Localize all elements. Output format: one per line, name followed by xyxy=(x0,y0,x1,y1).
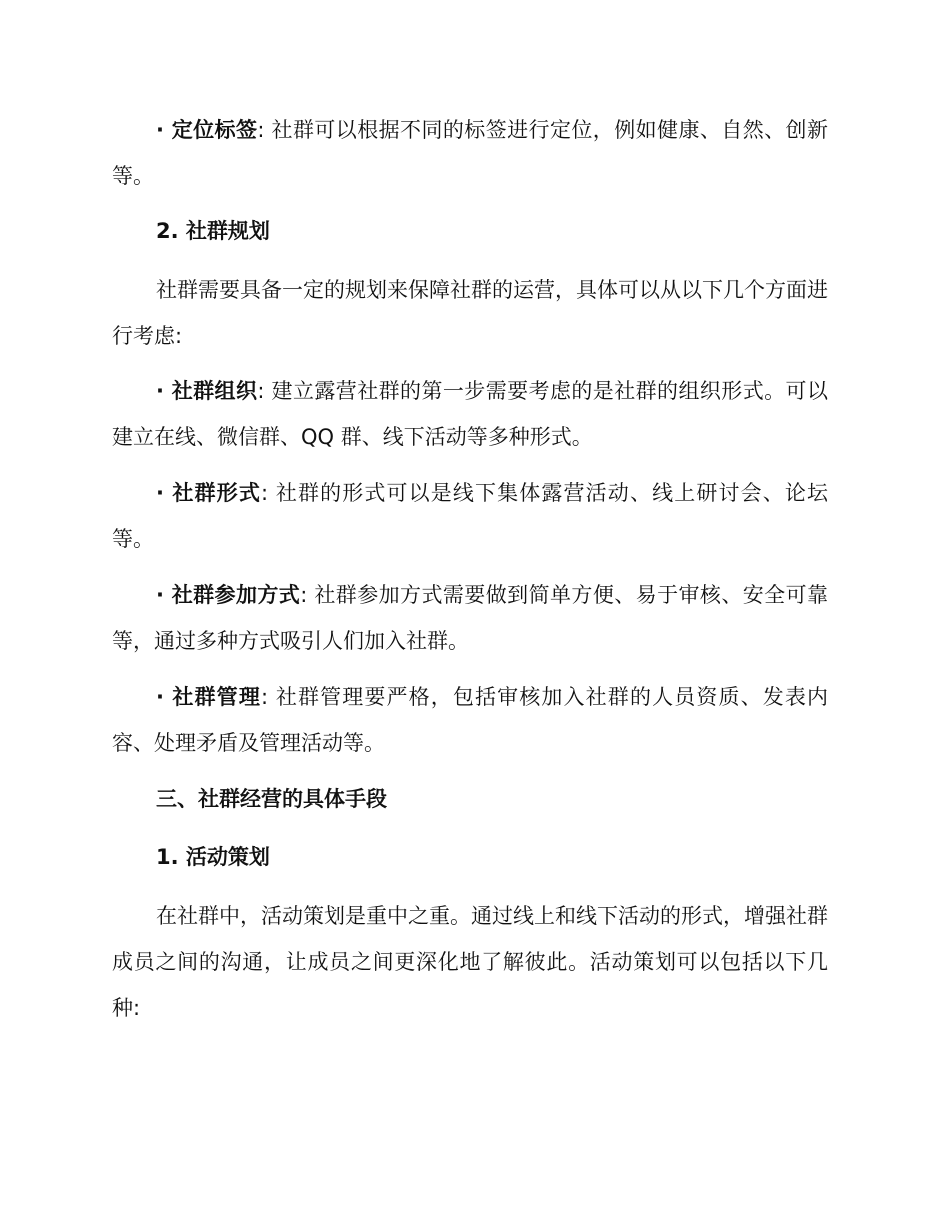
body-paragraph-activity-planning: 在社群中，活动策划是重中之重。通过线上和线下活动的形式，增强社群成员之间的沟通，让成员之间更深化地了解彼此。活动策划可以包括以下几种: xyxy=(112,904,828,1020)
bullet-separator: : xyxy=(257,118,272,142)
bullet-community-organization xyxy=(112,368,828,460)
section-heading-operating-means: 三、社群经营的具体手段 xyxy=(156,787,387,811)
bullet-joining-method xyxy=(112,572,828,664)
bullet-text: 社群可以根据不同的标签进行定位，例如健康、自然、创新等。 xyxy=(112,118,828,188)
bullet-term: · 社群形式 xyxy=(156,481,261,505)
bullet-positioning-tags xyxy=(112,107,828,199)
section-heading-activity-planning: 1. 活动策划 xyxy=(156,845,270,869)
bullet-text: 社群参加方式需要做到简单方便、易于审核、安全可靠等，通过多种方式吸引人们加入社群。 xyxy=(112,583,828,653)
bullet-separator: : xyxy=(260,685,276,709)
section-heading-community-planning: 2. 社群规划 xyxy=(156,219,270,243)
bullet-community-management xyxy=(112,674,828,766)
bullet-text: 社群管理要严格，包括审核加入社群的人员资质、发表内容、处理矛盾及管理活动等。 xyxy=(112,685,828,755)
bullet-separator: : xyxy=(260,481,276,505)
bullet-separator: : xyxy=(300,583,315,607)
bullet-term: · 社群组织 xyxy=(156,379,258,403)
bullet-separator: : xyxy=(257,379,272,403)
bullet-text: 社群的形式可以是线下集体露营活动、线上研讨会、论坛等。 xyxy=(112,481,828,551)
bullet-term: · 社群管理 xyxy=(156,685,261,709)
bullet-term: · 社群参加方式 xyxy=(156,583,301,607)
body-paragraph-planning-intro: 社群需要具备一定的规划来保障社群的运营，具体可以从以下几个方面进行考虑: xyxy=(112,278,828,348)
bullet-term: · 定位标签 xyxy=(156,118,258,142)
bullet-text: 建立露营社群的第一步需要考虑的是社群的组织形式。可以建立在线、微信群、QQ 群、线下活动等多种形式。 xyxy=(112,379,828,449)
bullet-community-format xyxy=(112,470,828,562)
